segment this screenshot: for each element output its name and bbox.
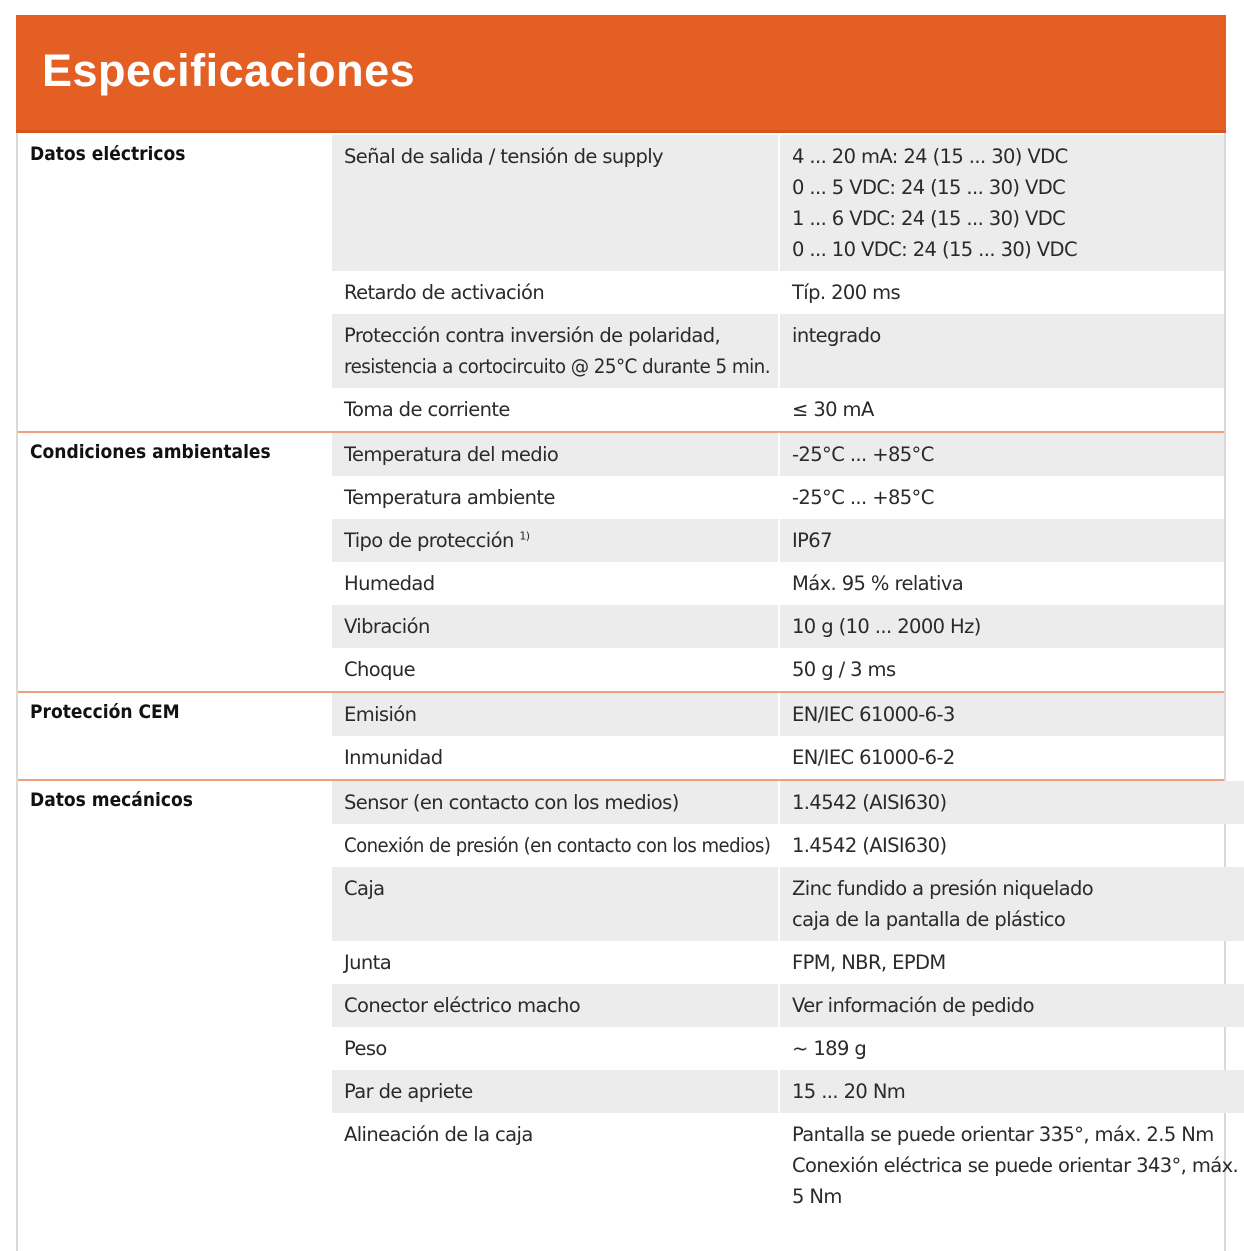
spec-value-line: EN/IEC 61000-6-3 — [792, 703, 955, 726]
spec-name — [332, 1113, 778, 1218]
spec-row — [332, 433, 1224, 476]
spec-name-text: resistencia a cortocircuito @ 25°C durante 5 min. — [344, 355, 770, 378]
spec-row — [332, 941, 1244, 984]
spec-value-line: caja de la pantalla de plástico — [792, 908, 1066, 931]
spec-row — [332, 1070, 1244, 1113]
spec-name — [332, 824, 778, 867]
spec-value-line: ≤ 30 mA — [792, 398, 874, 421]
spec-name-line — [344, 787, 770, 818]
spec-name-text: Toma de corriente — [344, 398, 510, 421]
spec-name — [332, 736, 778, 779]
spec-row — [332, 1027, 1244, 1070]
section-label: Protección CEM — [30, 701, 180, 723]
spec-value-line: 50 g / 3 ms — [792, 658, 896, 681]
spec-name — [332, 1070, 778, 1113]
spec-name-line — [344, 568, 770, 599]
spec-name-line — [344, 439, 770, 470]
spec-value — [778, 388, 1224, 431]
spec-value — [778, 314, 1224, 388]
spec-name-line — [344, 141, 770, 172]
spec-value — [778, 781, 1244, 824]
spec-value-line: 0 ... 10 VDC: 24 (15 ... 30) VDC — [792, 238, 1077, 261]
spec-name — [332, 941, 778, 984]
spec-value — [778, 693, 1224, 736]
spec-name — [332, 271, 778, 314]
spec-name-text: Par de apriete — [344, 1080, 473, 1103]
spec-row — [332, 135, 1224, 271]
spec-value-line: EN/IEC 61000-6-2 — [792, 746, 955, 769]
spec-value-line: 10 g (10 ... 2000 Hz) — [792, 615, 981, 638]
spec-name — [332, 781, 778, 824]
spec-name-text: Alineación de la caja — [344, 1123, 533, 1146]
spec-name-line — [344, 830, 771, 861]
spec-name-text: Conector eléctrico macho — [344, 994, 581, 1017]
spec-value-line: Máx. 95 % relativa — [792, 572, 964, 595]
spec-name-text: Tipo de protección — [344, 529, 514, 552]
spec-row — [332, 388, 1224, 431]
spec-name-text: Temperatura ambiente — [344, 486, 555, 509]
spec-value-line: 15 ... 20 Nm — [792, 1080, 906, 1103]
spec-value — [778, 648, 1224, 691]
spec-name-line — [344, 277, 770, 308]
spec-name-text: Retardo de activación — [344, 281, 545, 304]
spec-row — [332, 476, 1224, 519]
spec-name — [332, 693, 778, 736]
spec-name-line — [344, 320, 770, 351]
spec-name-text: Emisión — [344, 703, 417, 726]
footnote-marker: 1) — [519, 529, 530, 543]
spec-name — [332, 1027, 778, 1070]
spec-name-text: Conexión de presión (en contacto con los medios) — [344, 834, 771, 857]
spec-name-line — [344, 990, 770, 1021]
spec-value — [778, 984, 1244, 1027]
spec-value-line: 0 ... 5 VDC: 24 (15 ... 30) VDC — [792, 176, 1066, 199]
spec-name — [332, 867, 778, 941]
spec-name — [332, 648, 778, 691]
spec-name-text: Sensor (en contacto con los medios) — [344, 791, 679, 814]
spec-name-text: Caja — [344, 877, 385, 900]
spec-value-line: FPM, NBR, EPDM — [792, 951, 946, 974]
spec-row — [332, 984, 1244, 1027]
spec-name-line — [344, 482, 770, 513]
section-rows — [332, 135, 1224, 431]
spec-name-line — [344, 654, 770, 685]
spec-name — [332, 984, 778, 1027]
section-condiciones-ambientales — [18, 433, 1224, 693]
spec-value — [778, 1070, 1244, 1113]
spec-name-line — [344, 525, 770, 556]
spec-name-line — [344, 1119, 770, 1150]
spec-name-text: Junta — [344, 951, 392, 974]
spec-value — [778, 941, 1244, 984]
section-rows — [332, 433, 1224, 691]
spec-name-text: Temperatura del medio — [344, 443, 559, 466]
spec-name — [332, 135, 778, 271]
spec-row — [332, 519, 1224, 562]
spec-name — [332, 519, 778, 562]
spec-name — [332, 605, 778, 648]
spec-name — [332, 476, 778, 519]
spec-name-text: Humedad — [344, 572, 435, 595]
section-proteccion-cem — [18, 693, 1224, 781]
spec-value-line: 1.4542 (AISI630) — [792, 791, 947, 814]
spec-value-line: Zinc fundido a presión niquelado — [792, 877, 1094, 900]
spec-row — [332, 781, 1244, 824]
spec-name-line — [344, 394, 770, 425]
section-datos-electricos — [18, 135, 1224, 433]
page-title: Especificaciones — [42, 45, 416, 96]
spec-name-text: Peso — [344, 1037, 387, 1060]
spec-value — [778, 562, 1224, 605]
spec-row — [332, 562, 1224, 605]
spec-row — [332, 605, 1224, 648]
spec-name-line — [344, 1033, 770, 1064]
spec-value-line: -25°C ... +85°C — [792, 486, 934, 509]
spec-value-line: Pantalla se puede orientar 335°, máx. 2.5 Nm — [792, 1123, 1214, 1146]
spec-value-line: 1.4542 (AISI630) — [792, 834, 947, 857]
spec-name — [332, 433, 778, 476]
spec-name — [332, 314, 778, 388]
spec-name — [332, 388, 778, 431]
section-datos-mecanicos — [18, 781, 1239, 1218]
spec-value — [778, 1027, 1244, 1070]
section-rows — [332, 781, 1244, 1218]
spec-name-line — [344, 742, 770, 773]
spec-row — [332, 693, 1224, 736]
header-bar — [16, 15, 1226, 133]
spec-name-line — [344, 351, 770, 382]
section-label: Datos mecánicos — [30, 789, 193, 811]
spec-value — [778, 433, 1224, 476]
spec-name-line — [344, 947, 770, 978]
spec-value — [778, 867, 1244, 941]
spec-value-line: 1 ... 6 VDC: 24 (15 ... 30) VDC — [792, 207, 1066, 230]
spec-value-line: 4 ... 20 mA: 24 (15 ... 30) VDC — [792, 145, 1068, 168]
spec-row — [332, 1113, 1244, 1218]
spec-row — [332, 271, 1224, 314]
spec-row — [332, 867, 1244, 941]
spec-name-text: Señal de salida / tensión de supply — [344, 145, 663, 168]
section-rows — [332, 693, 1224, 779]
spec-name-line — [344, 611, 770, 642]
specifications-table — [18, 135, 1239, 1218]
spec-name-line — [344, 699, 770, 730]
spec-name-text: Vibración — [344, 615, 430, 638]
spec-value-line: Conexión eléctrica se puede orientar 343°, máx. — [792, 1154, 1239, 1177]
section-label: Datos eléctricos — [30, 143, 186, 165]
spec-name-line — [344, 873, 770, 904]
spec-value-line: ~ 189 g — [792, 1037, 867, 1060]
spec-name-line — [344, 1076, 770, 1107]
spec-value — [778, 1113, 1244, 1218]
spec-value-line: Ver información de pedido — [792, 994, 1034, 1017]
spec-value — [778, 824, 1244, 867]
spec-value-line: Típ. 200 ms — [792, 281, 901, 304]
spec-value — [778, 271, 1224, 314]
spec-value — [778, 135, 1224, 271]
spec-value-line: -25°C ... +85°C — [792, 443, 934, 466]
spec-row — [332, 648, 1224, 691]
spec-value-line: integrado — [792, 324, 881, 347]
spec-value — [778, 476, 1224, 519]
spec-value — [778, 736, 1224, 779]
spec-name — [332, 562, 778, 605]
spec-value — [778, 519, 1224, 562]
spec-name-text: Inmunidad — [344, 746, 443, 769]
spec-row — [332, 736, 1224, 779]
spec-name-text: Choque — [344, 658, 416, 681]
spec-row — [332, 314, 1224, 388]
spec-name-text: Protección contra inversión de polaridad, — [344, 324, 721, 347]
spec-value-line: 5 Nm — [792, 1185, 842, 1208]
spec-value-line: IP67 — [792, 529, 832, 552]
section-label: Condiciones ambientales — [30, 441, 271, 463]
spec-row — [332, 824, 1244, 867]
spec-value — [778, 605, 1224, 648]
